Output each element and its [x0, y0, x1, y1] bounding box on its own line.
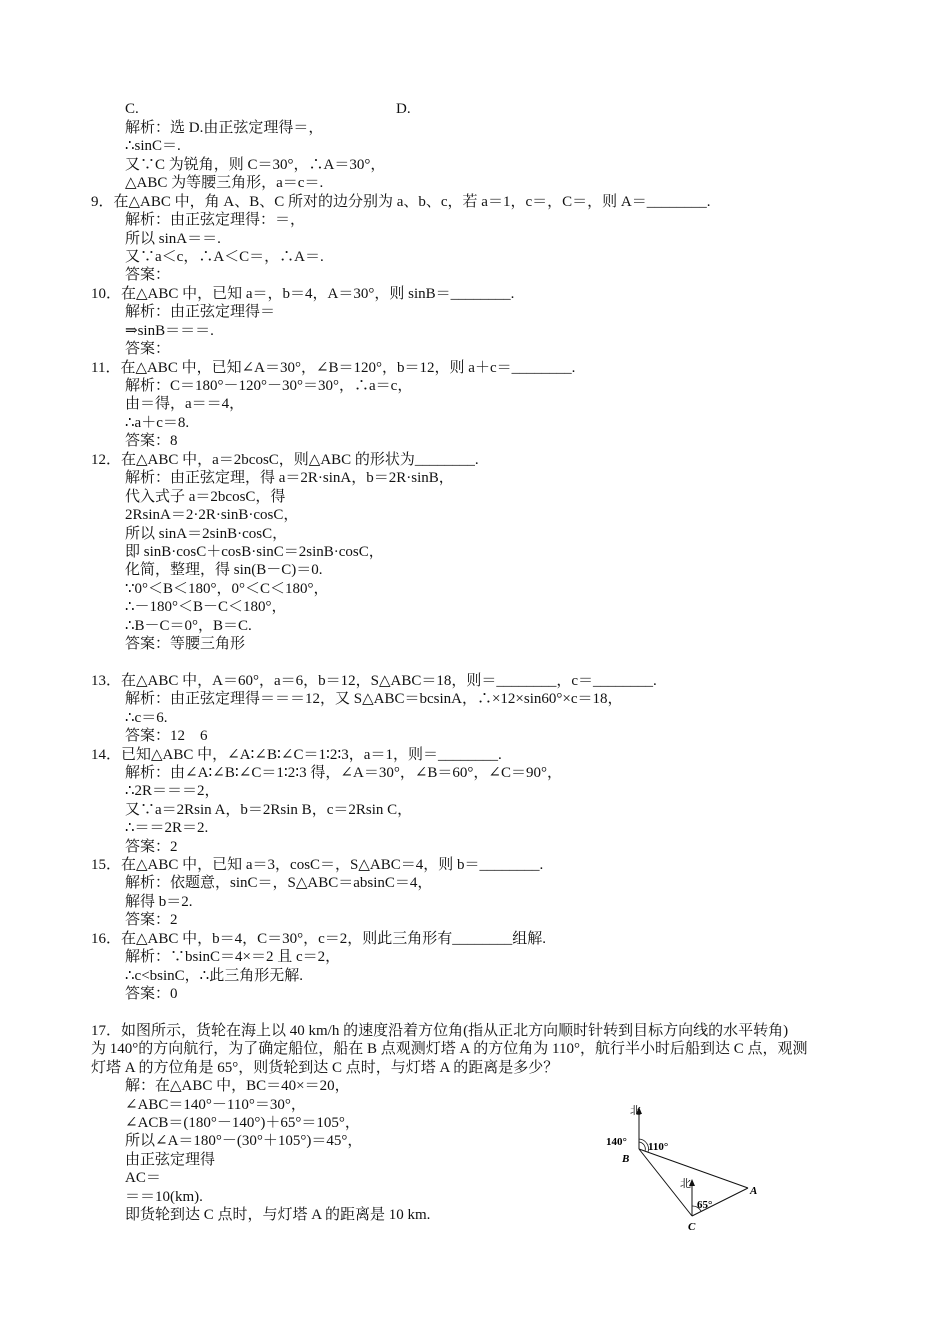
answer-line: 答案：0 — [125, 986, 178, 1002]
solution-line: 解析：由正弦定理得＝＝＝12，又 S△ABC＝bcsinA，∴×12×sin60°×c＝18， — [125, 691, 623, 707]
solution-line: 由正弦定理得 — [125, 1152, 216, 1168]
line-ba — [639, 1149, 748, 1188]
solution-line: 又∵C 为锐角，则 C＝30°，∴A＝30°， — [125, 157, 386, 173]
answer-line: 答案：等腰三角形 — [125, 636, 246, 652]
answer-line: 答案：8 — [125, 433, 178, 449]
bearing-diagram — [596, 1098, 766, 1238]
angle-65-label: 65° — [697, 1199, 713, 1211]
solution-line: ＝＝10(km). — [125, 1189, 203, 1205]
solution-line: 代入式子 a＝2bcosC，得 — [125, 489, 286, 505]
north-label-c: 北 — [680, 1178, 691, 1190]
solution-line: 解：在△ABC 中，BC＝40×＝20， — [125, 1078, 350, 1094]
point-a-label: A — [750, 1185, 758, 1197]
solution-line: 又∵a＜c，∴A＜C＝，∴A＝. — [125, 249, 324, 265]
solution-line: 解析：∵bsinC＝4×＝2 且 c＝2， — [125, 949, 341, 965]
solution-line: 解得 b＝2. — [125, 894, 193, 910]
angle-110-label: 110° — [648, 1141, 669, 1153]
solution-line: △ABC 为等腰三角形，a＝c＝. — [125, 175, 324, 191]
question-14: 14．已知△ABC 中，∠A∶∠B∶∠C＝1∶2∶3，a＝1，则＝________. — [91, 747, 502, 763]
question-12: 12．在△ABC 中，a＝2bcosC，则△ABC 的形状为________. — [91, 452, 479, 468]
solution-line: ∴2R＝＝＝2， — [125, 783, 220, 799]
solution-line: 由＝得，a＝＝4， — [125, 396, 245, 412]
answer-line: 答案：12 6 — [125, 728, 208, 744]
solution-line: 解析：由正弦定理，得 a＝2R·sinA，b＝2R·sinB， — [125, 470, 454, 486]
solution-line: ∠ACB＝(180°－140°)＋65°＝105°， — [125, 1115, 360, 1131]
question-13: 13．在△ABC 中，A＝60°，a＝6，b＝12，S△ABC＝18，则＝________，c＝________. — [91, 673, 657, 689]
solution-line: ⇒sinB＝＝＝. — [125, 323, 214, 339]
solution-line: ∴c<bsinC，∴此三角形无解. — [125, 968, 303, 984]
solution-line: ∴B－C＝0°，B＝C. — [125, 618, 252, 634]
solution-line: 解析：由正弦定理得：＝， — [125, 212, 306, 228]
north-label-b: 北 — [630, 1105, 641, 1117]
question-10: 10．在△ABC 中，已知 a＝，b＝4，A＝30°，则 sinB＝________. — [91, 286, 515, 302]
point-c-label: C — [688, 1221, 696, 1233]
answer-line: 答案： — [125, 267, 171, 283]
solution-line: 化简，整理，得 sin(B－C)＝0. — [125, 562, 323, 578]
solution-line: 所以∠A＝180°－(30°＋105°)＝45°， — [125, 1133, 363, 1149]
solution-line: ∴c＝6. — [125, 710, 168, 726]
question-16: 16．在△ABC 中，b＝4，C＝30°，c＝2，则此三角形有________组解. — [91, 931, 547, 947]
solution-line: ∵0°＜B＜180°，0°＜C＜180°， — [125, 581, 329, 597]
question-15: 15．在△ABC 中，已知 a＝3，cosC＝，S△ABC＝4，则 b＝________. — [91, 857, 544, 873]
point-b-label: B — [622, 1153, 630, 1165]
question-17-cont: 灯塔 A 的方位角是 65°，则货轮到达 C 点时，与灯塔 A 的距离是多少？ — [91, 1060, 559, 1076]
solution-line: ∴＝＝2R＝2. — [125, 820, 209, 836]
solution-line: 所以 sinA＝＝. — [125, 231, 221, 247]
answer-line: 答案：2 — [125, 839, 178, 855]
solution-line: 解析：由∠A∶∠B∶∠C＝1∶2∶3 得，∠A＝30°，∠B＝60°，∠C＝90°， — [125, 765, 562, 781]
solution-line: ∴－180°＜B－C＜180°， — [125, 599, 287, 615]
answer-line: 答案： — [125, 341, 171, 357]
solution-line: 解析：C＝180°－120°－30°＝30°，∴a＝c， — [125, 378, 413, 394]
solution-line: 解析：选 D.由正弦定理得＝， — [125, 120, 324, 136]
solution-line: 所以 sinA＝2sinB·cosC， — [125, 526, 288, 542]
option-c: C. — [125, 101, 139, 117]
solution-line: ∴a＋c＝8. — [125, 415, 190, 431]
solution-line: 又∵a＝2Rsin A，b＝2Rsin B，c＝2Rsin C， — [125, 802, 413, 818]
solution-line: AC＝ — [125, 1170, 161, 1186]
angle-140-label: 140° — [606, 1136, 627, 1148]
question-17: 17．如图所示，货轮在海上以 40 km/h 的速度沿着方位角(指从正北方向顺时针转到目标方向线的水平转角) — [91, 1023, 789, 1039]
solution-line: 2RsinA＝2·2R·sinB·cosC， — [125, 507, 299, 523]
solution-line: 解析：依题意，sinC＝，S△ABC＝absinC＝4， — [125, 875, 433, 891]
solution-line: 即 sinB·cosC＋cosB·sinC＝2sinB·cosC， — [125, 544, 384, 560]
question-9: 9．在△ABC 中，角 A、B、C 所对的边分别为 a、b、c，若 a＝1，c＝，C＝，则 A＝________. — [91, 194, 711, 210]
solution-line: 即货轮到达 C 点时，与灯塔 A 的距离是 10 km. — [125, 1207, 431, 1223]
solution-line: ∴sinC＝. — [125, 138, 181, 154]
solution-line: ∠ABC＝140°－110°＝30°， — [125, 1097, 306, 1113]
option-d: D. — [396, 101, 411, 117]
answer-line: 答案：2 — [125, 912, 178, 928]
question-17-cont: 为 140°的方向航行，为了确定船位，船在 B 点观测灯塔 A 的方位角为 110°，航行半小时后船到达 C 点，观测 — [91, 1041, 808, 1057]
solution-line: 解析：由正弦定理得＝ — [125, 304, 276, 320]
question-11: 11．在△ABC 中，已知∠A＝30°，∠B＝120°，b＝12，则 a＋c＝________. — [91, 360, 576, 376]
